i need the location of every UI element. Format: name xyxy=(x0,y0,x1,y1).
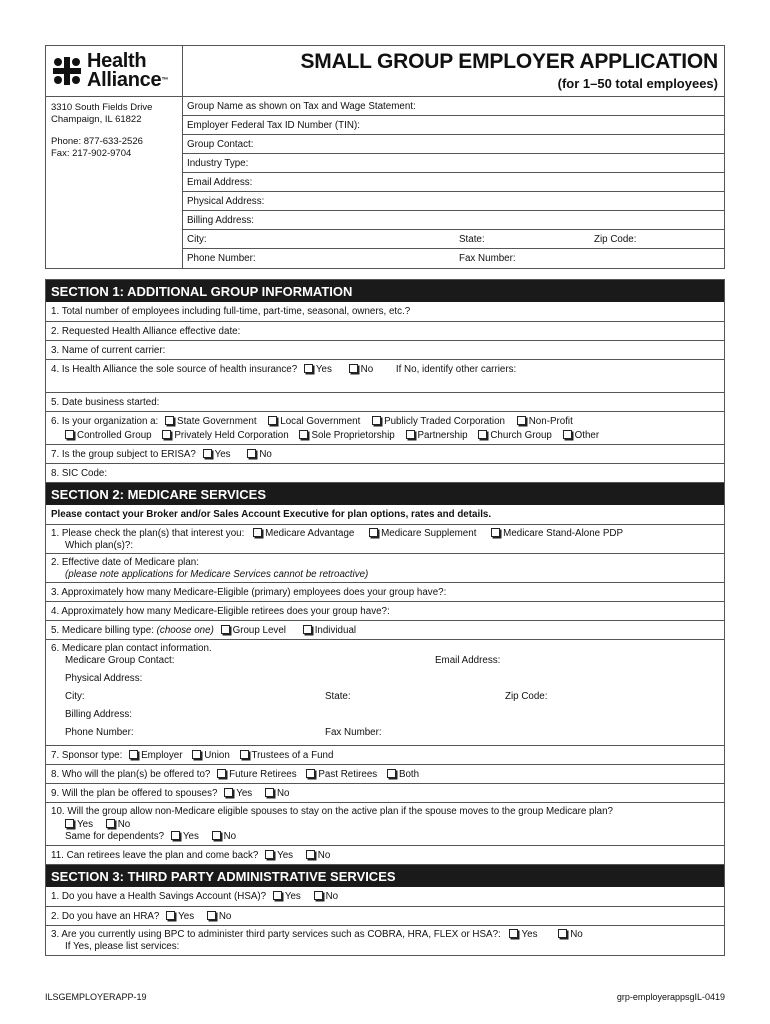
s3-q3-yes-checkbox[interactable] xyxy=(509,929,518,938)
logo-text xyxy=(87,52,168,90)
s2-q3-label: 3. Approximately how many Medicare-Eligible (primary) employees does your group have?: xyxy=(51,587,447,598)
section-2-title: SECTION 2: MEDICARE SERVICES xyxy=(46,483,724,505)
s1-q1-label: 1. Total number of employees including full-time, part-time, seasonal, owners, etc.? xyxy=(51,306,411,317)
s1-q3-label: 3. Name of current carrier: xyxy=(51,345,166,356)
s2-q2-note: (please note applications for Medicare Services cannot be retroactive) xyxy=(65,569,369,580)
s1-q6-other-checkbox[interactable] xyxy=(563,430,572,439)
s2-q1-advantage-label: Medicare Advantage xyxy=(265,528,355,539)
s2-q8 xyxy=(46,764,724,783)
fax-label: Fax Number: xyxy=(459,253,516,264)
s2-q8-both-label: Both xyxy=(398,769,420,780)
s1-q4-yes-label: Yes xyxy=(315,364,332,375)
s2-q1 xyxy=(46,524,724,553)
footer xyxy=(45,992,725,1002)
s2-q11 xyxy=(46,845,724,864)
group-contact-label: Group Contact: xyxy=(187,139,254,150)
s2-q7-trustees-checkbox[interactable] xyxy=(240,750,249,759)
s2-q6-label: 6. Medicare plan contact information. xyxy=(51,643,212,654)
s2-q7-union-checkbox[interactable] xyxy=(192,750,201,759)
s2-q1-label: 1. Please check the plan(s) that interest you: xyxy=(51,528,245,539)
s1-q6 xyxy=(46,411,724,444)
s1-q6-church-label: Church Group xyxy=(490,430,552,441)
s2-q2-label: 2. Effective date of Medicare plan: xyxy=(51,557,199,568)
s2-q5-group-label: Group Level xyxy=(232,625,286,636)
s1-q6-non-profit-label: Non-Profit xyxy=(528,416,573,427)
s1-q6-sole-prop-checkbox[interactable] xyxy=(299,430,308,439)
s2-q10-no-checkbox[interactable] xyxy=(106,819,115,828)
s2-q5-choose: (choose one) xyxy=(156,625,214,636)
s2-q9-yes-checkbox[interactable] xyxy=(224,788,233,797)
form-header xyxy=(45,45,725,96)
footer-form-id: ILSGEMPLOYERAPP-19 xyxy=(45,992,147,1002)
s1-q4-label: 4. Is Health Alliance the sole source of health insurance? xyxy=(51,364,298,375)
s1-q6-partnership-label: Partnership xyxy=(417,430,468,441)
s3-q3-no-label: No xyxy=(570,929,583,940)
industry-label: Industry Type: xyxy=(187,158,249,169)
s2-q3[interactable] xyxy=(46,582,724,601)
s1-q6-public-corp-checkbox[interactable] xyxy=(372,416,381,425)
s1-q7-yes-checkbox[interactable] xyxy=(203,449,212,458)
address-fax: Fax: 217-902-9704 xyxy=(51,148,132,159)
s2-q10-dep-yes-label: Yes xyxy=(182,831,199,842)
s2-q6 xyxy=(46,639,724,745)
group-fields xyxy=(183,97,724,268)
s1-q6-church-checkbox[interactable] xyxy=(478,430,487,439)
s1-q7 xyxy=(46,444,724,463)
s1-q6-private-corp-label: Privately Held Corporation xyxy=(174,430,289,441)
address-city: Champaign, IL 61822 xyxy=(51,114,142,125)
s2-q1-pdp-checkbox[interactable] xyxy=(491,528,500,537)
s2-q6-contact[interactable]: Medicare Group Contact: xyxy=(65,655,175,666)
tin-label: Employer Federal Tax ID Number (TIN): xyxy=(187,120,360,131)
s3-q2-yes-checkbox[interactable] xyxy=(166,911,175,920)
s3-q2-no-label: No xyxy=(218,911,232,922)
s1-q7-yes-label: Yes xyxy=(214,449,231,460)
industry-field[interactable] xyxy=(183,154,724,173)
page-subtitle: (for 1–50 total employees) xyxy=(557,76,718,91)
s3-q2-yes-label: Yes xyxy=(178,911,195,922)
s2-q7-trustees-label: Trustees of a Fund xyxy=(251,750,334,761)
s1-q4-yes-checkbox[interactable] xyxy=(304,364,313,373)
s2-q4[interactable] xyxy=(46,601,724,620)
s3-q1 xyxy=(46,887,724,906)
s3-q2 xyxy=(46,906,724,925)
logo-line-1: Health xyxy=(87,50,147,72)
s1-q7-no-label: No xyxy=(259,449,272,460)
s1-q4-no-label: No xyxy=(360,364,374,375)
zip-label: Zip Code: xyxy=(594,234,637,245)
s3-q1-no-checkbox[interactable] xyxy=(314,891,323,900)
s2-q6-fax[interactable]: Fax Number: xyxy=(325,727,382,738)
s1-q6-controlled-group-label: Controlled Group xyxy=(77,430,152,441)
page-title: SMALL GROUP EMPLOYER APPLICATION xyxy=(300,50,718,73)
s2-q8-both-checkbox[interactable] xyxy=(387,769,396,778)
section-1-title: SECTION 1: ADDITIONAL GROUP INFORMATION xyxy=(46,280,724,302)
s2-q10-dep-label: Same for dependents? xyxy=(65,831,165,842)
s2-q1-advantage-checkbox[interactable] xyxy=(253,528,262,537)
s2-q9-yes-label: Yes xyxy=(236,788,253,799)
s1-q7-label: 7. Is the group subject to ERISA? xyxy=(51,449,196,460)
logo-line-2: Alliance xyxy=(87,69,162,91)
s2-q10-yes-label: Yes xyxy=(77,818,93,830)
s2-q7-employer-checkbox[interactable] xyxy=(129,750,138,759)
s3-q1-no-label: No xyxy=(325,891,339,902)
email-field[interactable] xyxy=(183,173,724,192)
s2-q8-past-label: Past Retirees xyxy=(318,769,378,780)
s2-q6-phone[interactable]: Phone Number: xyxy=(65,727,134,738)
s2-q10-no-label: No xyxy=(117,818,131,830)
address-street: 3310 South Fields Drive xyxy=(51,102,153,113)
s1-q6-label: 6. Is your organization a: xyxy=(51,416,159,427)
s2-q5-individual-label: Individual xyxy=(314,625,357,636)
title-box xyxy=(183,46,724,96)
s1-q6-local-gov-label: Local Government xyxy=(280,416,361,427)
s3-q1-yes-checkbox[interactable] xyxy=(273,891,282,900)
email-label: Email Address: xyxy=(187,177,253,188)
s2-q10 xyxy=(46,802,724,845)
s1-q6-partnership-checkbox[interactable] xyxy=(406,430,415,439)
group-name-label: Group Name as shown on Tax and Wage Statement: xyxy=(187,101,416,112)
s1-q6-other-label: Other xyxy=(574,430,600,441)
phone-fax-row[interactable] xyxy=(183,249,724,268)
s2-q8-future-checkbox[interactable] xyxy=(217,769,226,778)
section-2 xyxy=(45,483,725,865)
s2-q1-supplement-label: Medicare Supplement xyxy=(381,528,477,539)
s1-q4-other-label: If No, identify other carriers: xyxy=(395,364,517,375)
s2-q7-label: 7. Sponsor type: xyxy=(51,750,123,761)
s1-q4-no-checkbox[interactable] xyxy=(349,364,358,373)
s2-note: Please contact your Broker and/or Sales Account Executive for plan options, rates and details. xyxy=(51,509,492,520)
city-state-zip-row[interactable] xyxy=(183,230,724,249)
s2-q6-city[interactable]: City: xyxy=(65,691,85,702)
s2-q6-physical[interactable]: Physical Address: xyxy=(65,673,143,684)
section-1 xyxy=(45,279,725,483)
s2-q8-label: 8. Who will the plan(s) be offered to? xyxy=(51,769,211,780)
s2-q2[interactable] xyxy=(46,553,724,582)
s2-q10-dep-no-label: No xyxy=(223,831,237,842)
s1-q6-private-corp-checkbox[interactable] xyxy=(162,430,171,439)
logo-trademark: ™ xyxy=(161,77,169,84)
s2-q10-yes-checkbox[interactable] xyxy=(65,819,74,828)
s2-q5-group-checkbox[interactable] xyxy=(221,625,230,634)
s1-q6-controlled-group-checkbox[interactable] xyxy=(65,430,74,439)
s2-q9-label: 9. Will the plan be offered to spouses? xyxy=(51,788,218,799)
s2-q7 xyxy=(46,745,724,764)
physical-address-field[interactable] xyxy=(183,192,724,211)
billing-address-field[interactable] xyxy=(183,211,724,230)
s1-q8-label: 8. SIC Code: xyxy=(51,468,108,479)
s1-q3[interactable] xyxy=(46,340,724,359)
s3-q2-no-checkbox[interactable] xyxy=(207,911,216,920)
billing-address-label: Billing Address: xyxy=(187,215,254,226)
section-3 xyxy=(45,865,725,956)
s2-q11-label: 11. Can retirees leave the plan and come back? xyxy=(51,850,259,861)
s2-q6-email[interactable]: Email Address: xyxy=(435,655,501,666)
s2-q11-no-label: No xyxy=(317,850,331,861)
s2-q7-union-label: Union xyxy=(204,750,230,761)
s1-q6-public-corp-label: Publicly Traded Corporation xyxy=(384,416,505,427)
s2-q1-pdp-label: Medicare Stand-Alone PDP xyxy=(503,528,623,539)
city-label: City: xyxy=(187,234,207,245)
s3-q2-label: 2. Do you have an HRA? xyxy=(51,911,160,922)
s2-q8-future-label: Future Retirees xyxy=(229,769,297,780)
s1-q6-non-profit-checkbox[interactable] xyxy=(517,416,526,425)
phone-label: Phone Number: xyxy=(187,253,256,264)
s1-q6-sole-prop-label: Sole Proprietorship xyxy=(311,430,395,441)
s2-q4-label: 4. Approximately how many Medicare-Eligible retirees does your group have?: xyxy=(51,606,390,617)
group-contact-field[interactable] xyxy=(183,135,724,154)
s1-q2-label: 2. Requested Health Alliance effective date: xyxy=(51,326,241,337)
s2-q5-label: 5. Medicare billing type: xyxy=(51,625,154,636)
s2-q5 xyxy=(46,620,724,639)
s3-q3-no-checkbox[interactable] xyxy=(558,929,567,938)
s2-q10-label: 10. Will the group allow non-Medicare eligible spouses to stay on the active plan if the spouse moves to the group Medicare plan? xyxy=(51,806,614,817)
s2-q9-no-label: No xyxy=(276,788,290,799)
s2-q11-yes-checkbox[interactable] xyxy=(265,850,274,859)
s1-q4 xyxy=(46,359,724,392)
s2-q1-which: Which plan(s)?: xyxy=(65,540,134,551)
address-phone: Phone: 877-633-2526 xyxy=(51,136,143,147)
s2-q10-dep-no-checkbox[interactable] xyxy=(212,831,221,840)
state-label: State: xyxy=(459,234,485,245)
s1-q8[interactable] xyxy=(46,463,724,482)
s2-q11-no-checkbox[interactable] xyxy=(306,850,315,859)
s1-q5[interactable] xyxy=(46,392,724,411)
s2-q11-yes-label: Yes xyxy=(277,850,294,861)
s2-q8-past-checkbox[interactable] xyxy=(306,769,315,778)
company-address xyxy=(46,97,183,268)
s2-q6-billing[interactable]: Billing Address: xyxy=(65,709,132,720)
health-alliance-logo-icon xyxy=(51,55,83,87)
s2-q6-zip[interactable]: Zip Code: xyxy=(505,691,548,702)
application-form xyxy=(45,45,725,956)
s1-q5-label: 5. Date business started: xyxy=(51,397,160,408)
s2-q10-dep-yes-checkbox[interactable] xyxy=(171,831,180,840)
s2-q9-no-checkbox[interactable] xyxy=(265,788,274,797)
s1-q6-state-gov-label: State Government xyxy=(177,416,257,427)
s2-q1-supplement-checkbox[interactable] xyxy=(369,528,378,537)
s3-q1-yes-label: Yes xyxy=(284,891,301,902)
s1-q1[interactable] xyxy=(46,302,724,321)
s3-q3-list[interactable]: If Yes, please list services: xyxy=(65,941,180,952)
s2-q5-individual-checkbox[interactable] xyxy=(303,625,312,634)
footer-doc-code: grp-employerappsgIL-0419 xyxy=(616,992,725,1002)
s3-q1-label: 1. Do you have a Health Savings Account (HSA)? xyxy=(51,891,267,902)
group-name-field[interactable] xyxy=(183,97,724,116)
s1-q7-no-checkbox[interactable] xyxy=(247,449,256,458)
tin-field[interactable] xyxy=(183,116,724,135)
s2-q7-employer-label: Employer xyxy=(141,750,183,761)
s3-q3-yes-label: Yes xyxy=(521,929,538,940)
s1-q6-state-gov-checkbox[interactable] xyxy=(165,416,174,425)
s1-q2[interactable] xyxy=(46,321,724,340)
s3-q3-label: 3. Are you currently using BPC to administer third party services such as COBRA, HRA, FLEX or HSA?: xyxy=(51,929,501,940)
s2-q6-state[interactable]: State: xyxy=(325,691,351,702)
s1-q6-local-gov-checkbox[interactable] xyxy=(268,416,277,425)
s3-q3 xyxy=(46,925,724,955)
group-info-block xyxy=(45,96,725,269)
logo xyxy=(46,46,183,96)
s2-q9 xyxy=(46,783,724,802)
physical-address-label: Physical Address: xyxy=(187,196,265,207)
section-3-title: SECTION 3: THIRD PARTY ADMINISTRATIVE SERVICES xyxy=(46,865,724,887)
